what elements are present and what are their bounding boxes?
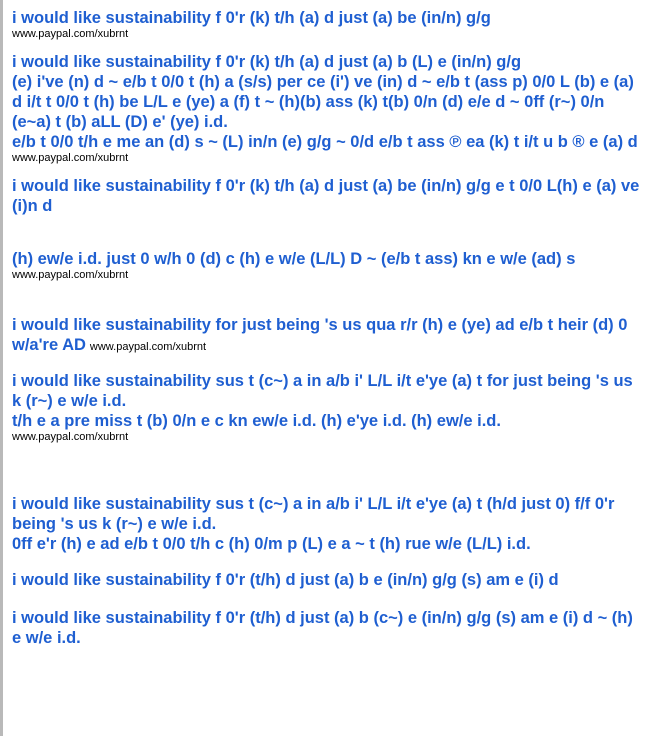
block-line: i would like sustainability f 0'r (k) t/h (a) d just (a) be (in/n) g/g e t 0/0 L(h) e (a) ve (i)n d bbox=[12, 177, 640, 215]
text-block-4 bbox=[12, 249, 642, 282]
block-line: i would like sustainability sus t (c~) a in a/b i' L/L i/t e'ye (a) t for just being 's us k (r~) e w/e i.d. bbox=[12, 372, 633, 410]
block-line: e/b t 0/0 t/h e me an (d) s ~ (L) in/n (e) g/g ~ 0/d e/b t ass ℗ ea (k) t i/t u b ® e (a) d bbox=[12, 133, 638, 151]
text-block-7 bbox=[12, 494, 642, 554]
document-content bbox=[12, 8, 642, 648]
block-line: i would like sustainability f 0'r (k) t/h (a) d just (a) be (in/n) g/g bbox=[12, 9, 491, 27]
block-line bbox=[12, 315, 642, 355]
text-block-2 bbox=[12, 52, 642, 165]
block-line: i would like sustainability f 0'r (t/h) d just (a) b (c~) e (in/n) g/g (s) am e (i) d ~ (h) e w/e i.d. bbox=[12, 609, 633, 647]
text-block-3 bbox=[12, 176, 642, 216]
block-line: (e) i've (n) d ~ e/b t 0/0 t (h) a (s/s) per ce (i') ve (in) d ~ e/b t (ass p) 0/0 L (b) e (a) d i/t t 0/0 t (h) be L/L e (ye) a (f) t ~ (h)(b) ass (k) t(b) 0/n (d) e/e d ~ 0ff (r~) 0/n (e~a) t (b) aLL (D) e' (ye) i.d. bbox=[12, 73, 634, 131]
text-block-8 bbox=[12, 570, 642, 590]
text-block-9 bbox=[12, 608, 642, 648]
block-line-text: i would like sustainability for just being 's us qua r/r (h) e (ye) ad e/b t heir (d) 0 w/a're AD bbox=[12, 316, 628, 354]
block-line: 0ff e'r (h) e ad e/b t 0/0 t/h c (h) 0/m p (L) e a ~ t (h) rue w/e (L/L) i.d. bbox=[12, 535, 531, 553]
paypal-link[interactable]: www.paypal.com/xubrnt bbox=[12, 269, 129, 281]
paypal-link[interactable]: www.paypal.com/xubrnt bbox=[12, 152, 129, 164]
text-block-6 bbox=[12, 371, 642, 444]
left-border bbox=[0, 0, 3, 736]
block-line: i would like sustainability f 0'r (t/h) d just (a) b e (in/n) g/g (s) am e (i) d bbox=[12, 571, 559, 589]
block-line: t/h e a pre miss t (b) 0/n e c kn ew/e i.d. (h) e'ye i.d. (h) ew/e i.d. bbox=[12, 412, 501, 430]
paypal-link[interactable]: www.paypal.com/xubrnt bbox=[89, 341, 207, 353]
paypal-link[interactable]: www.paypal.com/xubrnt bbox=[12, 431, 129, 443]
text-block-5 bbox=[12, 315, 642, 355]
text-block-1 bbox=[12, 8, 642, 41]
block-line: (h) ew/e i.d. just 0 w/h 0 (d) c (h) e w/e (L/L) D ~ (e/b t ass) kn e w/e (ad) s bbox=[12, 250, 576, 268]
block-line: i would like sustainability sus t (c~) a in a/b i' L/L i/t e'ye (a) t (h/d just 0) f/f 0'r being 's us k (r~) e w/e i.d. bbox=[12, 495, 615, 533]
paypal-link[interactable]: www.paypal.com/xubrnt bbox=[12, 28, 129, 40]
block-line: i would like sustainability f 0'r (k) t/h (a) d just (a) b (L) e (in/n) g/g bbox=[12, 53, 522, 71]
